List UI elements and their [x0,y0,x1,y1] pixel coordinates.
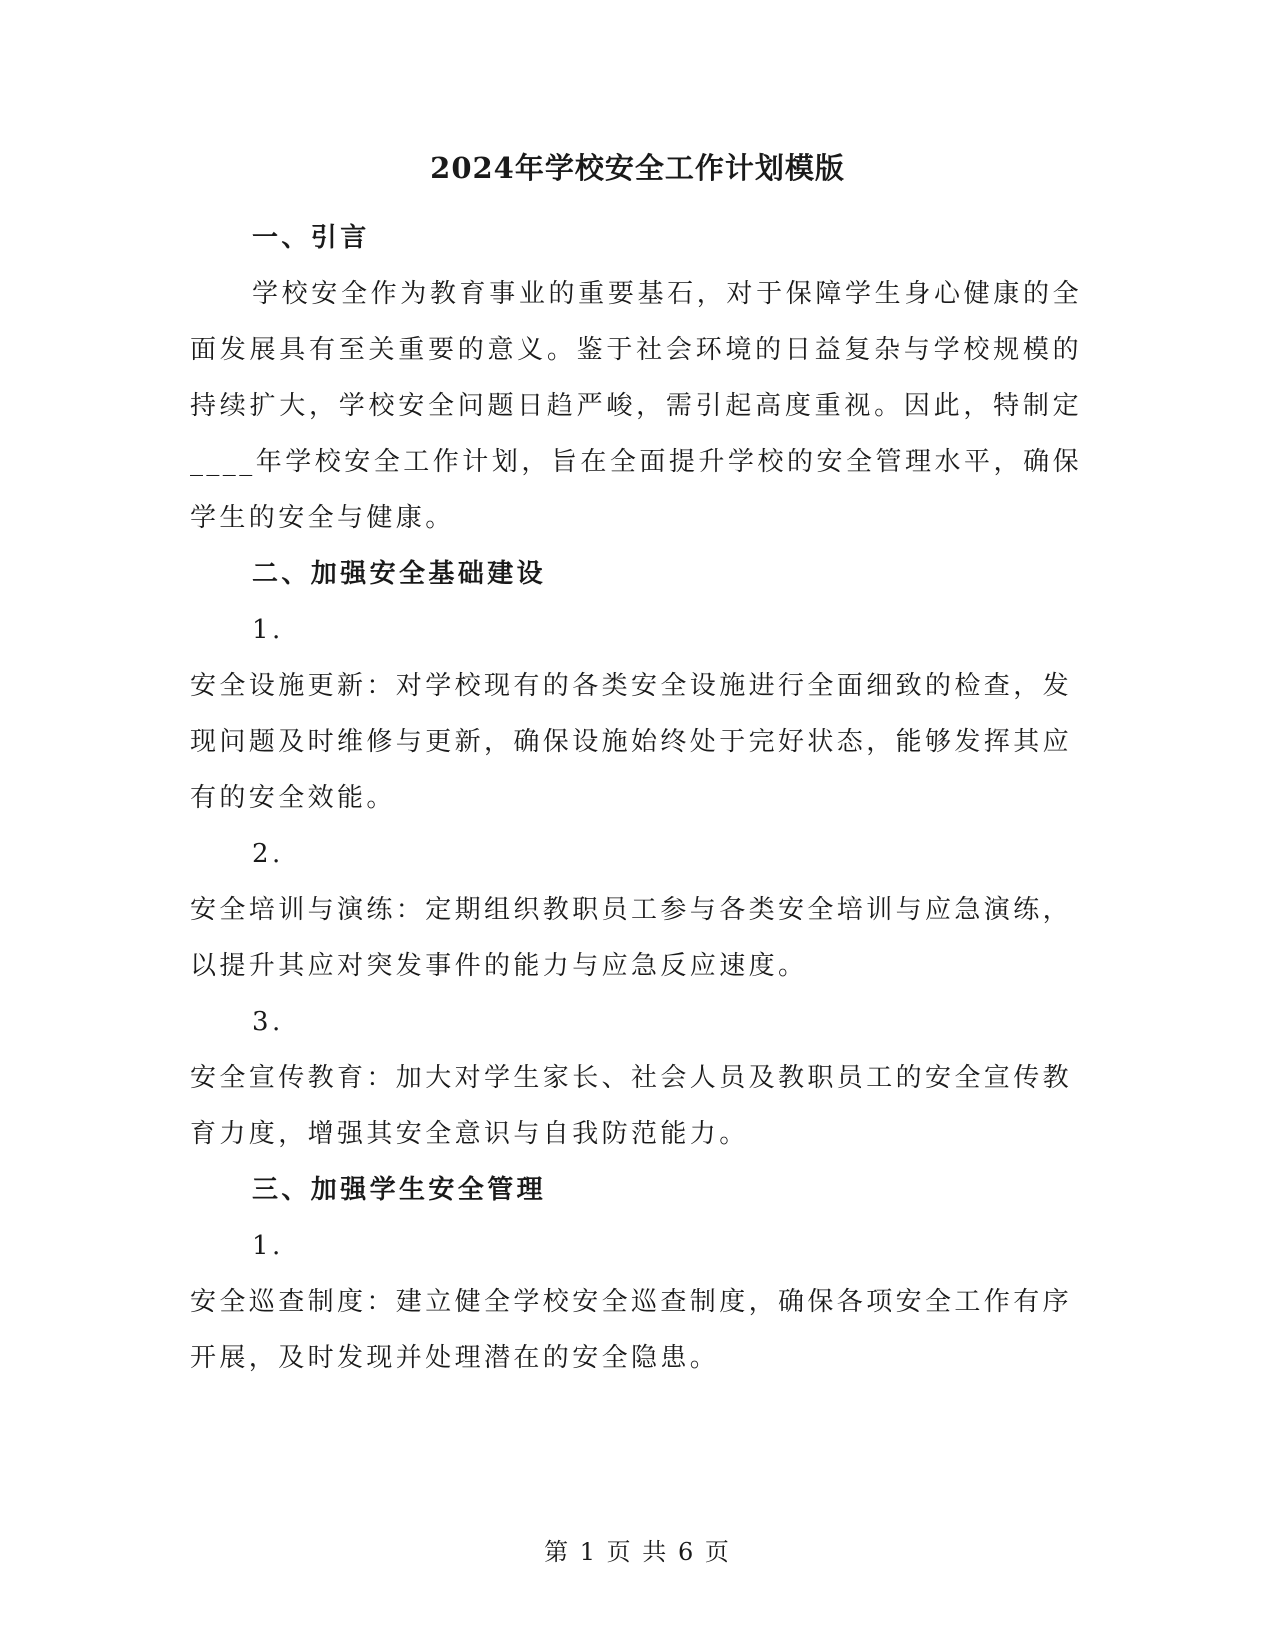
list-item-text: 安全宣传教育：加大对学生家长、社会人员及教职员工的安全宣传教育力度，增强其安全意识与自我防范能力。 [190,1063,1073,1149]
section-heading-intro: 一、引言 [252,223,370,253]
document-body [190,210,1082,1386]
document-title: 2024年学校安全工作计划模版 [430,151,845,185]
list-item-number: 1. [252,615,284,645]
section-heading-infrastructure: 二、加强安全基础建设 [252,559,547,589]
intro-paragraph: 学校安全作为教育事业的重要基石，对于保障学生身心健康的全面发展具有至关重要的意义。鉴于社会环境的日益复杂与学校规模的持续扩大，学校安全问题日趋严峻，需引起高度重视。因此，特制定____年学校安全工作计划，旨在全面提升学校的安全管理水平，确保学生的安全与健康。 [190,279,1082,533]
list-item-text: 安全设施更新：对学校现有的各类安全设施进行全面细致的检查，发现问题及时维修与更新，确保设施始终处于完好状态，能够发挥其应有的安全效能。 [190,671,1073,813]
list-item-text: 安全培训与演练：定期组织教职员工参与各类安全培训与应急演练，以提升其应对突发事件的能力与应急反应速度。 [190,895,1073,981]
list-item-number: 2. [252,839,284,869]
list-item-number: 3. [252,1007,284,1037]
list-item-number: 1. [252,1231,284,1261]
section-heading-student-safety: 三、加强学生安全管理 [252,1175,547,1205]
page-number-footer: 第 1 页 共 6 页 [544,1538,731,1566]
list-item-text: 安全巡查制度：建立健全学校安全巡查制度，确保各项安全工作有序开展，及时发现并处理潜在的安全隐患。 [190,1287,1073,1373]
